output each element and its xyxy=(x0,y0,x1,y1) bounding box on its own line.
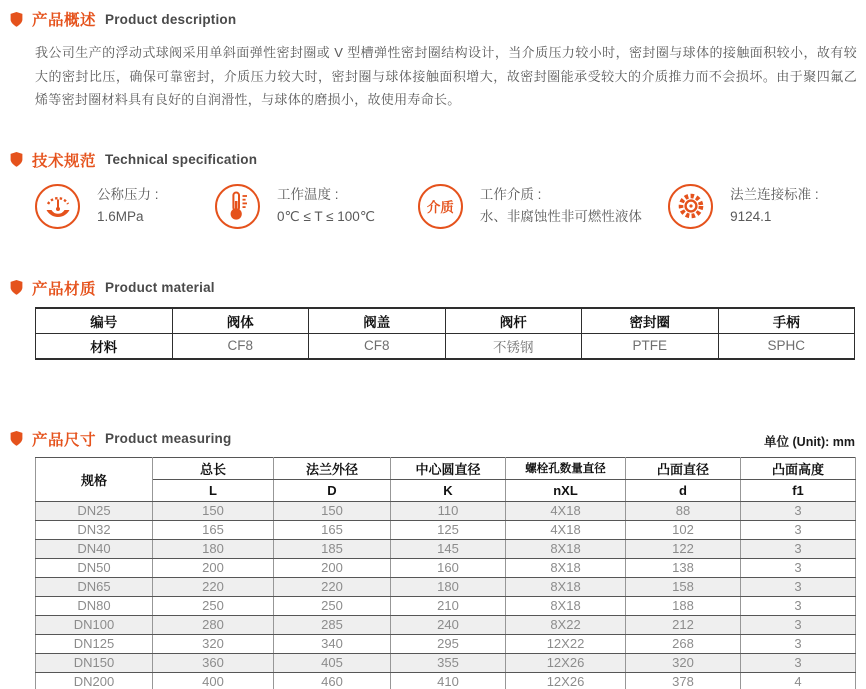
measuring-section-header xyxy=(0,428,231,450)
spec-label: 工作介质 : xyxy=(479,187,542,202)
spec-label: 公称压力 : xyxy=(97,187,159,202)
measuring-value-cell: 378 xyxy=(626,672,741,689)
flange-gear-icon xyxy=(668,184,713,229)
measuring-spec-cell: DN150 xyxy=(36,653,153,672)
measuring-header-cell: 总长 xyxy=(153,457,274,479)
measuring-value-cell: 320 xyxy=(626,653,741,672)
measuring-spec-cell: DN65 xyxy=(36,577,153,596)
material-row-label: 材料 xyxy=(36,333,173,359)
material-title-en: Product material xyxy=(105,280,215,295)
measuring-spec-cell: DN125 xyxy=(36,634,153,653)
measuring-symbol-cell: d xyxy=(626,479,741,501)
medium-badge-icon xyxy=(418,184,463,229)
measuring-value-cell: 3 xyxy=(741,615,856,634)
measuring-spec-cell: DN100 xyxy=(36,615,153,634)
shield-bullet-icon xyxy=(10,431,23,446)
measuring-row xyxy=(36,577,856,596)
measuring-value-cell: 250 xyxy=(274,596,391,615)
measuring-value-cell: 12X22 xyxy=(506,634,626,653)
measuring-spec-cell: DN40 xyxy=(36,539,153,558)
measuring-value-cell: 250 xyxy=(153,596,274,615)
measuring-symbol-cell: K xyxy=(391,479,506,501)
measuring-header-cell: 螺栓孔数量直径 xyxy=(506,457,626,479)
measuring-value-cell: 8X22 xyxy=(506,615,626,634)
measuring-spec-cell: DN80 xyxy=(36,596,153,615)
measuring-symbol-cell: L xyxy=(153,479,274,501)
measuring-value-cell: 295 xyxy=(391,634,506,653)
measuring-value-cell: 400 xyxy=(153,672,274,689)
measuring-header-cell: 法兰外径 xyxy=(274,457,391,479)
measuring-value-cell: 4 xyxy=(741,672,856,689)
measuring-value-cell: 405 xyxy=(274,653,391,672)
tech-section-header xyxy=(0,112,866,171)
tech-spec-row xyxy=(35,184,866,229)
measuring-header-cell: 中心圆直径 xyxy=(391,457,506,479)
measuring-value-cell: 212 xyxy=(626,615,741,634)
measuring-value-cell: 145 xyxy=(391,539,506,558)
measuring-header-cell: 凸面高度 xyxy=(741,457,856,479)
material-header-cell: 编号 xyxy=(36,308,173,334)
measuring-row xyxy=(36,596,856,615)
measuring-value-cell: 3 xyxy=(741,558,856,577)
measuring-value-cell: 360 xyxy=(153,653,274,672)
material-header-cell: 阀盖 xyxy=(309,308,446,334)
measuring-symbol-cell: nXL xyxy=(506,479,626,501)
spec-item-pressure xyxy=(35,184,215,229)
measuring-value-cell: 285 xyxy=(274,615,391,634)
measuring-value-cell: 3 xyxy=(741,596,856,615)
unit-note: 单位 (Unit): mm xyxy=(764,434,855,449)
measuring-value-cell: 200 xyxy=(274,558,391,577)
measuring-value-cell: 3 xyxy=(741,501,856,520)
measuring-value-cell: 4X18 xyxy=(506,520,626,539)
measuring-value-cell: 3 xyxy=(741,577,856,596)
measuring-value-cell: 8X18 xyxy=(506,558,626,577)
measuring-row xyxy=(36,653,856,672)
measuring-value-cell: 158 xyxy=(626,577,741,596)
material-value-cell: PTFE xyxy=(582,333,719,359)
material-value-cell: 不锈钢 xyxy=(445,333,582,359)
measuring-row xyxy=(36,558,856,577)
measuring-value-cell: 138 xyxy=(626,558,741,577)
material-value-cell: SPHC xyxy=(718,333,855,359)
material-title-zh: 产品材质 xyxy=(32,280,97,298)
measuring-value-cell: 3 xyxy=(741,653,856,672)
measuring-value-cell: 3 xyxy=(741,634,856,653)
measuring-value-cell: 3 xyxy=(741,520,856,539)
measuring-value-cell: 240 xyxy=(391,615,506,634)
measuring-header-row-groups xyxy=(36,457,856,479)
measuring-row xyxy=(36,501,856,520)
spec-text-pressure xyxy=(97,184,159,228)
measuring-value-cell: 125 xyxy=(391,520,506,539)
measuring-value-cell: 185 xyxy=(274,539,391,558)
overview-title-zh: 产品概述 xyxy=(32,12,97,29)
material-table xyxy=(35,307,855,360)
spec-text-flange xyxy=(730,184,819,228)
measuring-value-cell: 110 xyxy=(391,501,506,520)
spec-text-medium xyxy=(480,184,642,228)
measuring-spec-cell: DN32 xyxy=(36,520,153,539)
measuring-title-zh: 产品尺寸 xyxy=(32,431,97,449)
measuring-value-cell: 102 xyxy=(626,520,741,539)
thermometer-icon xyxy=(215,184,260,229)
medium-badge-text: 介质 xyxy=(426,200,454,215)
measuring-value-cell: 12X26 xyxy=(506,672,626,689)
spec-item-medium xyxy=(418,184,668,229)
measuring-symbol-cell: D xyxy=(274,479,391,501)
material-header-cell: 阀体 xyxy=(172,308,309,334)
material-value-cell: CF8 xyxy=(172,333,309,359)
measuring-header-cell: 规格 xyxy=(36,457,153,501)
material-section-header xyxy=(0,229,866,299)
spec-text-temperature xyxy=(277,184,375,228)
measuring-value-cell: 180 xyxy=(391,577,506,596)
measuring-value-cell: 268 xyxy=(626,634,741,653)
measuring-row xyxy=(36,615,856,634)
spec-label: 法兰连接标准 : xyxy=(730,187,819,202)
material-header-cell: 密封圈 xyxy=(582,308,719,334)
spec-item-flange-standard xyxy=(668,184,866,229)
measuring-value-cell: 88 xyxy=(626,501,741,520)
measuring-table xyxy=(35,457,856,689)
measuring-value-cell: 188 xyxy=(626,596,741,615)
measuring-value-cell: 410 xyxy=(391,672,506,689)
overview-section-header xyxy=(0,0,866,30)
measuring-spec-cell: DN50 xyxy=(36,558,153,577)
spec-value: 1.6MPa xyxy=(97,209,144,224)
measuring-value-cell: 165 xyxy=(274,520,391,539)
measuring-value-cell: 8X18 xyxy=(506,596,626,615)
measuring-header-cell: 凸面直径 xyxy=(626,457,741,479)
measuring-value-cell: 210 xyxy=(391,596,506,615)
measuring-value-cell: 12X26 xyxy=(506,653,626,672)
measuring-row xyxy=(36,539,856,558)
measuring-value-cell: 122 xyxy=(626,539,741,558)
spec-value: 水、非腐蚀性非可燃性液体 xyxy=(479,209,642,224)
measuring-row xyxy=(36,634,856,653)
material-value-cell: CF8 xyxy=(309,333,446,359)
measuring-value-cell: 160 xyxy=(391,558,506,577)
measuring-section-header-row xyxy=(0,428,855,450)
material-header-cell: 手柄 xyxy=(718,308,855,334)
measuring-value-cell: 180 xyxy=(153,539,274,558)
measuring-row xyxy=(36,520,856,539)
material-header-cell: 阀杆 xyxy=(445,308,582,334)
measuring-value-cell: 220 xyxy=(274,577,391,596)
measuring-value-cell: 200 xyxy=(153,558,274,577)
spec-item-temperature xyxy=(215,184,418,229)
measuring-symbol-cell: f1 xyxy=(741,479,856,501)
measuring-value-cell: 355 xyxy=(391,653,506,672)
measuring-value-cell: 220 xyxy=(153,577,274,596)
measuring-spec-cell: DN25 xyxy=(36,501,153,520)
pressure-gauge-icon xyxy=(35,184,80,229)
measuring-value-cell: 165 xyxy=(153,520,274,539)
measuring-value-cell: 280 xyxy=(153,615,274,634)
measuring-value-cell: 3 xyxy=(741,539,856,558)
shield-bullet-icon xyxy=(10,280,23,295)
material-value-row xyxy=(36,333,855,359)
spec-value: 9124.1 xyxy=(730,209,772,224)
spec-value: 0℃ ≤ T ≤ 100℃ xyxy=(277,209,375,224)
measuring-header-row-symbols xyxy=(36,479,856,501)
measuring-value-cell: 8X18 xyxy=(506,577,626,596)
measuring-value-cell: 4X18 xyxy=(506,501,626,520)
measuring-title-en: Product measuring xyxy=(105,431,232,446)
tech-title-en: Technical specification xyxy=(105,152,258,167)
material-header-row xyxy=(36,308,855,334)
measuring-value-cell: 150 xyxy=(153,501,274,520)
shield-bullet-icon xyxy=(10,152,23,167)
measuring-value-cell: 8X18 xyxy=(506,539,626,558)
shield-bullet-icon xyxy=(10,12,23,27)
measuring-value-cell: 340 xyxy=(274,634,391,653)
tech-title-zh: 技术规范 xyxy=(32,152,97,170)
measuring-spec-cell: DN200 xyxy=(36,672,153,689)
measuring-value-cell: 460 xyxy=(274,672,391,689)
measuring-value-cell: 320 xyxy=(153,634,274,653)
measuring-value-cell: 150 xyxy=(274,501,391,520)
overview-title-en: Product description xyxy=(105,11,237,27)
spec-label: 工作温度 : xyxy=(277,187,339,202)
overview-paragraph: 我公司生产的浮动式球阀采用单斜面弹性密封圈或 V 型槽弹性密封圈结构设计，当介质压力较小时，密封圈与球体的接触面积较小，故有较大的密封比压，确保可靠密封，介质压力较大时，密封圈与球体接触面积增大，故密封圈能承受较大的介质推力而不会损坏。由于聚四氟乙烯等密封圈材料具有良好的自润滑性，与球体的磨损小，故使用寿命长。 xyxy=(35,45,857,107)
measuring-row xyxy=(36,672,856,689)
